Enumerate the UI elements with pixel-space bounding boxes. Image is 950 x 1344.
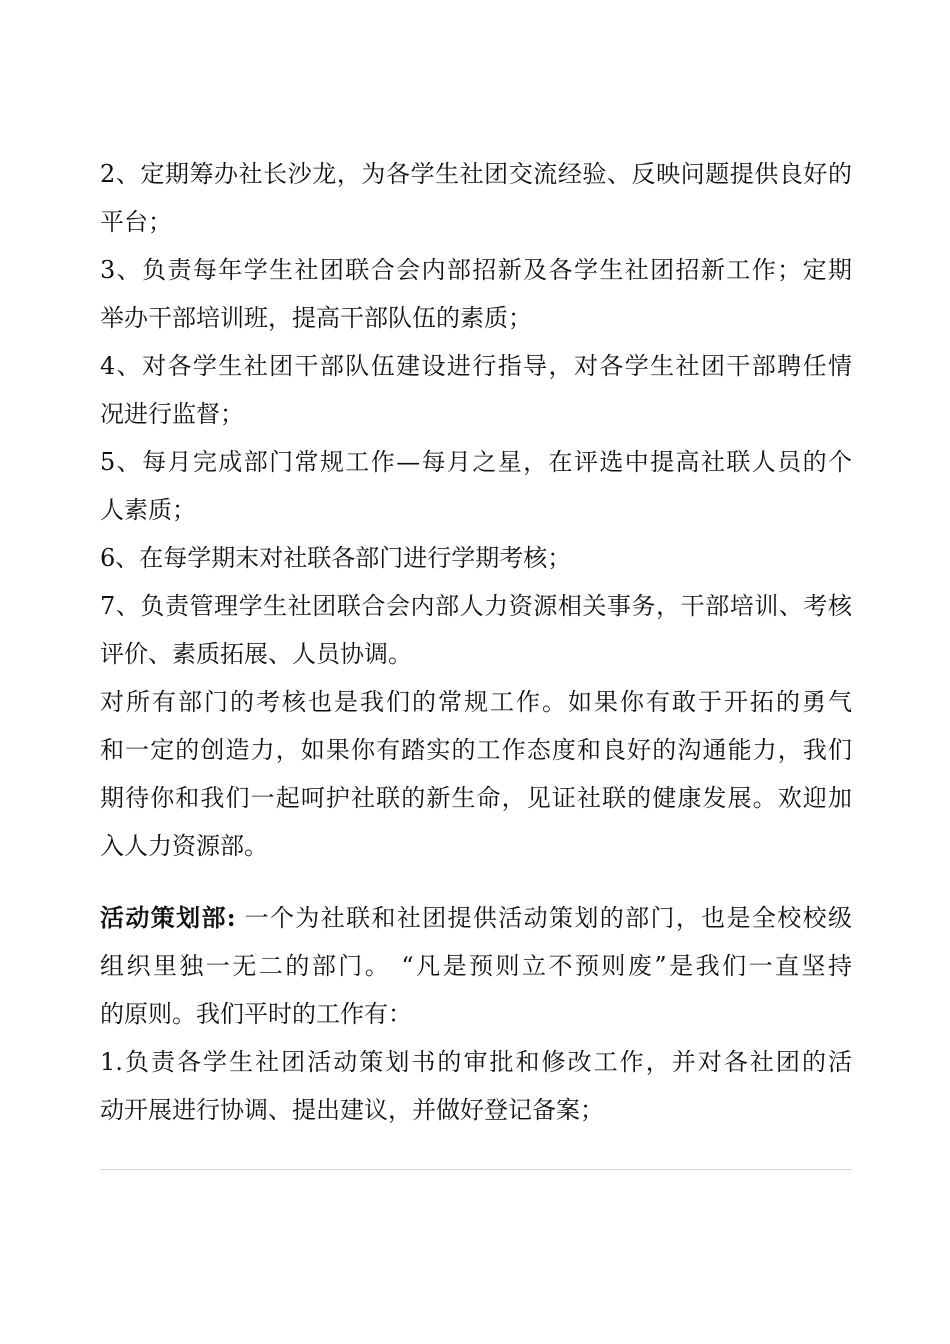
item-2-line-1: 2、定期筹办社长沙龙，为各学生社团交流经验、反映问题提供良好的 [100, 160, 852, 188]
closing-line-4: 入人力资源部。 [100, 832, 268, 860]
item-5-line-2: 人素质； [100, 496, 196, 524]
footer-divider [100, 1169, 852, 1170]
planning-item-1-line-1: 1.负责各学生社团活动策划书的审批和修改工作，并对各社团的活 [100, 1048, 852, 1076]
item-7-line-1: 7、负责管理学生社团联合会内部人力资源相关事务，干部培训、考核 [100, 592, 852, 620]
planning-line-3: 的原则。我们平时的工作有： [100, 1000, 412, 1028]
paragraph-spacer [100, 870, 852, 894]
item-4-line-1: 4、对各学生社团干部队伍建设进行指导，对各学生社团干部聘任情 [100, 352, 852, 380]
item-4-line-2: 况进行监督； [100, 400, 244, 428]
document-body [100, 150, 852, 1134]
planning-intro-text: 一个为社联和社团提供活动策划的部门，也是全校校级 [235, 904, 852, 932]
item-5-line-1: 5、每月完成部门常规工作—每月之星，在评选中提高社联人员的个 [100, 448, 852, 476]
item-7-line-2: 评价、素质拓展、人员协调。 [100, 640, 412, 668]
item-3-line-1: 3、负责每年学生社团联合会内部招新及各学生社团招新工作；定期 [100, 256, 852, 284]
closing-line-1: 对所有部门的考核也是我们的常规工作。如果你有敢于开拓的勇气 [100, 688, 852, 716]
closing-line-3: 期待你和我们一起呵护社联的新生命，见证社联的健康发展。欢迎加 [100, 784, 852, 812]
planning-heading: 活动策划部: [100, 903, 236, 932]
item-3-line-2: 举办干部培训班，提高干部队伍的素质； [100, 304, 532, 332]
planning-item-1-line-2: 动开展进行协调、提出建议，并做好登记备案； [100, 1096, 604, 1124]
closing-line-2: 和一定的创造力，如果你有踏实的工作态度和良好的沟通能力，我们 [100, 736, 852, 764]
item-6-line-1: 6、在每学期末对社联各部门进行学期考核； [100, 544, 572, 572]
planning-line-2: 组织里独一无二的部门。 “凡是预则立不预则废”是我们一直坚持 [100, 952, 852, 980]
item-2-line-2: 平台； [100, 208, 172, 236]
planning-line-1 [100, 894, 852, 942]
